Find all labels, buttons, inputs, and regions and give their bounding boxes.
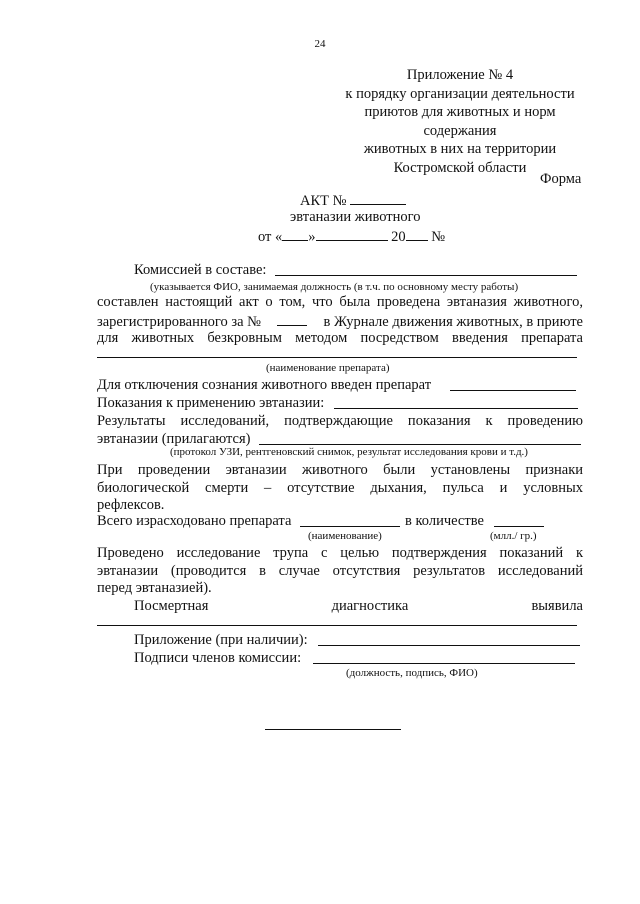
signatures-hint: (должность, подпись, ФИО) (346, 667, 478, 679)
postmortem-field (97, 625, 577, 626)
registered-line (97, 312, 583, 331)
appendix-header (330, 66, 590, 177)
results-hint: (протокол УЗИ, рентгеновский снимок, результат исследования крови и т.д.) (170, 446, 528, 458)
appendix-line: животных в них на территории (363, 141, 557, 157)
results-line-2: эвтаназии (прилагаются) (97, 431, 251, 447)
postmortem-line (134, 598, 583, 615)
date-number: № (431, 229, 446, 245)
death-line: При проведении эвтаназии животного были установлены признаки (97, 462, 583, 478)
autopsy-line: Проведено исследование трупа с целью подтверждения показаний к (97, 545, 583, 561)
drug-name-field (97, 357, 577, 358)
autopsy-line: перед эвтаназией). (97, 580, 212, 596)
indications-field (334, 408, 578, 409)
date-prefix: от « (258, 229, 283, 245)
commission-label: Комиссией в составе: (134, 262, 267, 278)
commission-hint: (указывается ФИО, занимаемая должность (в т.ч. по основному месту работы) (150, 281, 519, 293)
page-number: 24 (314, 38, 326, 50)
registry-number-field (277, 312, 307, 326)
attachment-field (318, 645, 580, 646)
appendix-title: Приложение № 4 (406, 67, 514, 83)
spent-amount-field (494, 526, 544, 527)
postmortem-word: диагностика (331, 598, 409, 614)
act-title-text: АКТ № (300, 193, 347, 209)
spent-label: Всего израсходовано препарата (97, 513, 292, 529)
spent-drug-field (300, 526, 400, 527)
results-field (259, 444, 581, 445)
spent-amount-label: в количестве (405, 513, 484, 529)
commission-field (275, 275, 577, 276)
results-line: Результаты исследований, подтверждающие показания к проведению (97, 413, 583, 429)
sedation-label: Для отключения сознания животного введен препарат (97, 377, 432, 393)
registered-text-a: зарегистрированного за № (97, 314, 261, 330)
drug-name-hint: (наименование препарата) (266, 362, 390, 374)
appendix-line: Костромской области (393, 159, 527, 176)
postmortem-word: выявила (531, 598, 583, 614)
date-year: 20 (391, 229, 406, 245)
signatures-label: Подписи членов комиссии: (134, 650, 302, 666)
signatures-field (313, 663, 575, 664)
date-year-field (406, 227, 428, 241)
death-line: рефлексов. (97, 497, 165, 513)
attachment-label: Приложение (при наличии): (134, 632, 308, 648)
date-day-field (282, 227, 308, 241)
date-month-field (316, 227, 388, 241)
spent-unit-hint: (млл./ гр.) (490, 530, 537, 542)
act-date-line (258, 227, 445, 246)
act-title (300, 191, 406, 210)
appendix-line: к порядку организации деятельности (345, 85, 575, 102)
autopsy-line: эвтаназии (проводится в случае отсутствия результатов исследований (97, 563, 583, 579)
postmortem-word: Посмертная (134, 598, 209, 614)
form-label: Форма (540, 171, 582, 187)
closing-rule (265, 729, 401, 730)
indications-label: Показания к применению эвтаназии: (97, 395, 325, 411)
appendix-line: приютов для животных и норм содержания (364, 104, 556, 139)
registered-text-b: в Журнале движения животных, в приюте (323, 314, 583, 330)
spent-name-hint: (наименование) (308, 530, 382, 542)
act-subtitle: эвтаназии животного (290, 209, 421, 225)
death-line: биологической смерти – отсутствие дыхания, пульса и условных (97, 480, 583, 496)
painless-line: для животных безкровным методом посредством введения препарата (97, 330, 583, 346)
act-number-field (350, 191, 406, 205)
date-mid: » (308, 229, 316, 245)
composed-line: составлен настоящий акт о том, что была проведена эвтаназия животного, (97, 294, 583, 310)
sedation-field (450, 390, 576, 391)
